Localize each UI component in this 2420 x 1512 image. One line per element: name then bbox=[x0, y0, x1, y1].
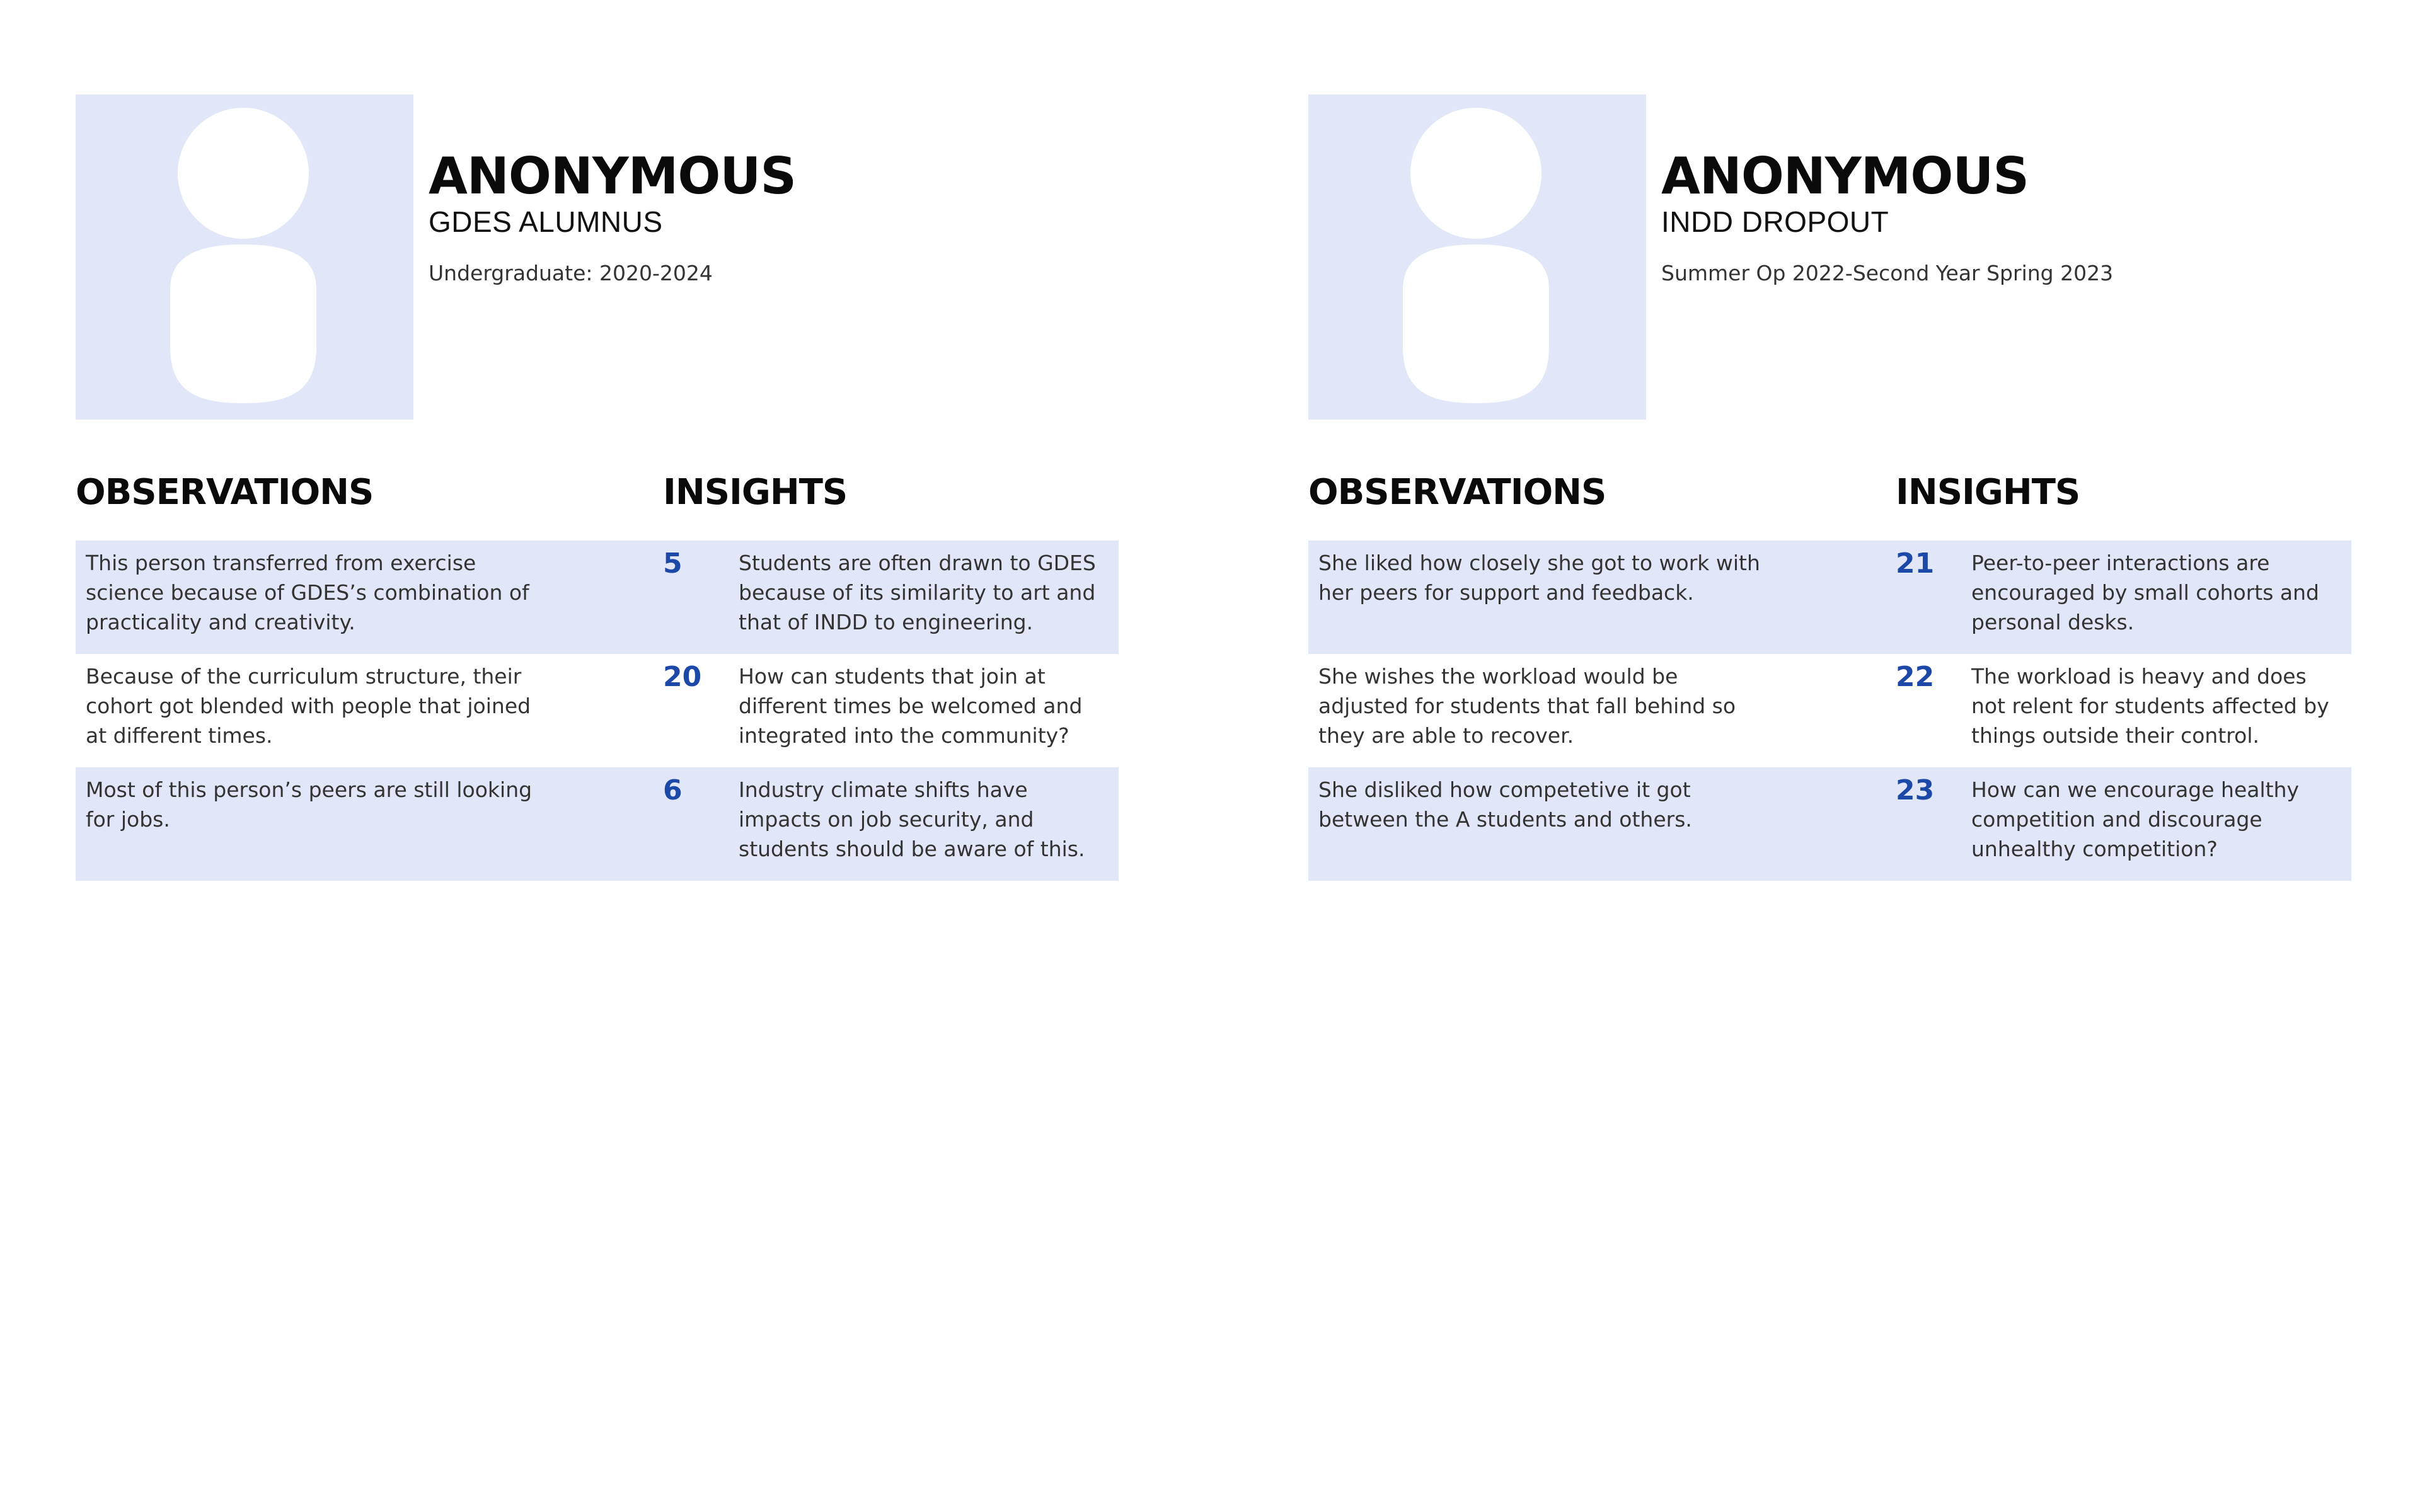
persona-period: Summer Op 2022-Second Year Spring 2023 bbox=[1661, 261, 2114, 285]
observation-text: She wishes the workload would be adjusted for students that fall behind so they are able to recover. bbox=[1318, 664, 1736, 748]
insight-number: 5 bbox=[663, 547, 683, 580]
persona-period: Undergraduate: 2020-2024 bbox=[429, 261, 713, 285]
table-row bbox=[1308, 541, 2351, 654]
insight-text: The workload is heavy and does not relent for students affected by things outside their control. bbox=[1971, 664, 2329, 748]
table-row bbox=[1308, 767, 2351, 881]
person-silhouette-icon bbox=[76, 94, 413, 420]
observations-heading: OBSERVATIONS bbox=[1308, 472, 1606, 513]
persona-info bbox=[429, 149, 1109, 286]
insight-number: 20 bbox=[663, 661, 702, 693]
insight-text: Students are often drawn to GDES because of its similarity to art and that of INDD to engineering. bbox=[739, 551, 1096, 634]
observation-text: She liked how closely she got to work with her peers for support and feedback. bbox=[1318, 551, 1760, 605]
observation-insight-table bbox=[1308, 541, 2351, 881]
insight-text: How can students that join at different times be welcomed and integrated into the community? bbox=[739, 664, 1083, 748]
table-row bbox=[1308, 654, 2351, 767]
persona-card-indd-dropout bbox=[1308, 94, 2351, 882]
avatar-placeholder bbox=[1308, 94, 1646, 420]
person-silhouette-icon bbox=[1308, 94, 1646, 420]
observation-text: She disliked how competetive it got between the A students and others. bbox=[1318, 777, 1692, 832]
persona-info bbox=[1661, 149, 2342, 286]
persona-name: ANONYMOUS bbox=[429, 147, 796, 205]
table-row bbox=[76, 654, 1119, 767]
observations-heading: OBSERVATIONS bbox=[76, 472, 374, 513]
table-row bbox=[76, 541, 1119, 654]
insight-text: Industry climate shifts have impacts on job security, and students should be aware of this. bbox=[739, 777, 1085, 861]
persona-card-gdes-alumnus bbox=[76, 94, 1119, 882]
insight-text: Peer-to-peer interactions are encouraged by small cohorts and personal desks. bbox=[1971, 551, 2320, 634]
insight-number: 21 bbox=[1896, 547, 1935, 580]
observation-text: Because of the curriculum structure, their cohort got blended with people that joined at different times. bbox=[86, 664, 531, 748]
avatar-placeholder bbox=[76, 94, 413, 420]
persona-role: GDES ALUMNUS bbox=[429, 205, 663, 238]
persona-name: ANONYMOUS bbox=[1661, 147, 2029, 205]
insight-number: 22 bbox=[1896, 661, 1935, 693]
observation-insight-table bbox=[76, 541, 1119, 881]
insights-heading: INSIGHTS bbox=[663, 472, 848, 513]
insight-number: 23 bbox=[1896, 774, 1935, 806]
observation-text: This person transferred from exercise science because of GDES’s combination of practicality and creativity. bbox=[86, 551, 529, 634]
table-row bbox=[76, 767, 1119, 881]
insights-heading: INSIGHTS bbox=[1896, 472, 2080, 513]
insight-number: 6 bbox=[663, 774, 683, 806]
insight-text: How can we encourage healthy competition and discourage unhealthy competition? bbox=[1971, 777, 2300, 861]
observation-text: Most of this person’s peers are still looking for jobs. bbox=[86, 777, 533, 832]
persona-role: INDD DROPOUT bbox=[1661, 205, 1889, 238]
